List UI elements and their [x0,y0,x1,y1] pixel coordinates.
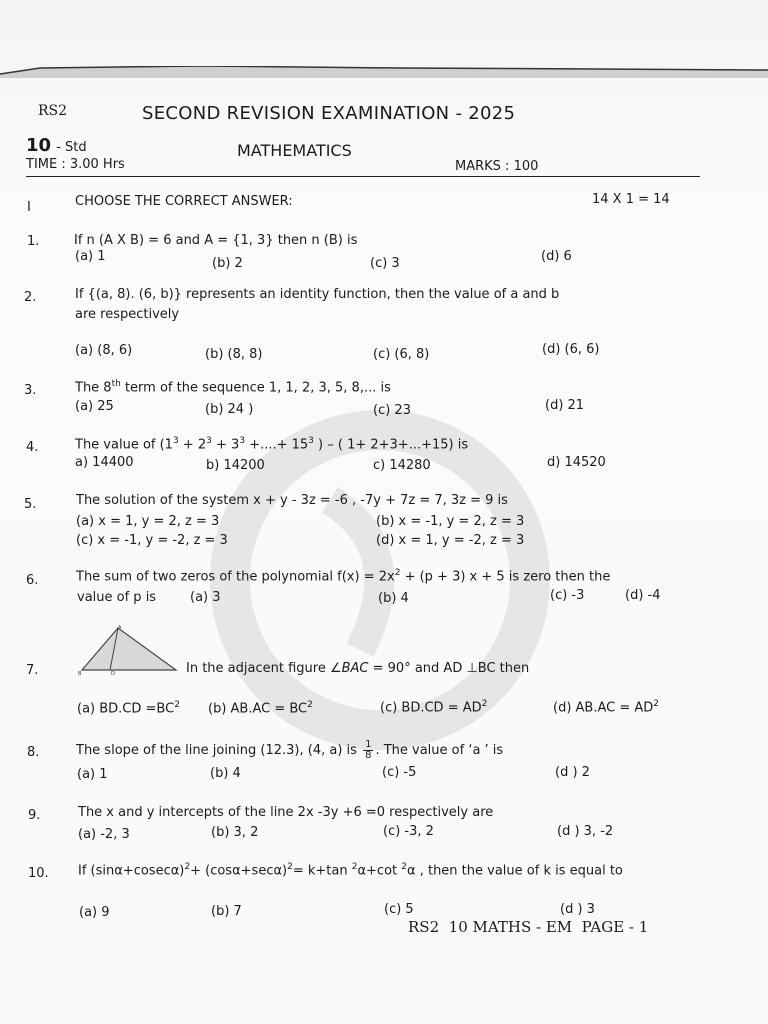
question-number: 2. [24,290,37,305]
option-a: (a) 25 [75,399,114,414]
question-text-continued: are respectively [75,307,180,322]
option-a: (a) 3 [190,590,221,605]
option-d-text: (d) AB.AC = AD [553,700,654,716]
question-number: 1. [27,234,40,249]
torn-top-edge [0,66,768,78]
std-suffix: - Std [56,140,87,155]
question-text: In the adjacent figure ∠BAC = 90° and AD ⊥BC then [186,661,530,676]
marks-label: MARKS : 100 [455,159,539,174]
section-title: CHOOSE THE CORRECT ANSWER: [75,194,293,209]
option-b: (b) 4 [210,766,241,781]
option-d: (d) 6 [541,249,572,264]
option-d: d) 14520 [547,455,606,470]
option-b: (b) 7 [211,904,242,919]
svg-text:B: B [78,671,82,676]
option-a: a) 14400 [75,455,134,470]
question-text: The x and y intercepts of the line 2x -3y +6 =0 respectively are [78,805,494,820]
question-text: The value of ($1^3 + 2^3 + 3^3$ +....+ $15^3$ ) – ( 1+ 2+3+...+15) is [75,436,469,453]
option-b: (b) $AB.AC = BC^2$ [208,700,313,717]
question-number: 4. [26,440,39,455]
option-a: (a) (8, 6) [75,343,133,358]
question-text-continued: value of p is [77,590,157,605]
option-a: (a) 1 [77,767,108,782]
option-d: (d) (6, 6) [542,342,600,357]
option-c: (c) 3 [370,256,400,271]
option-b-text: (b) AB.AC = BC [208,701,308,717]
question-text: If {(a, 8). (6, b)} represents an identity function, then the value of a and b [75,287,560,302]
option-d: (d) $AB.AC = AD^2$ [553,699,660,716]
time-label: TIME : 3.00 Hrs [26,157,125,172]
page-footer: RS2 10 MATHS - EM PAGE - 1 [408,918,649,936]
exam-title: SECOND REVISION EXAMINATION - 2025 [142,103,516,124]
option-d: (d) -4 [625,588,661,603]
paper-code: RS2 [38,103,68,119]
option-a: (a) -2, 3 [78,827,130,842]
question-text: The slope of the line joining (12.3), (4, a) is $\frac{1}{8}$ . The value of ‘a ’ is [76,739,504,761]
fraction: $\frac{1}{8}$ [365,739,372,761]
option-c: (c) -3, 2 [383,824,434,839]
svg-text:A: A [118,625,122,631]
option-c: (c) 5 [384,902,414,917]
option-d: (d ) 3, -2 [557,824,614,839]
header-divider [26,176,700,177]
question-text: If n (A X B) = 6 and A = {1, 3} then n (B) is [74,233,358,248]
option-b: (b) 3, 2 [211,825,259,840]
section-marks: 14 X 1 = 14 [592,192,670,207]
triangle-figure [76,624,182,676]
question-number: 7. [26,663,39,678]
option-c: c) 14280 [373,458,431,473]
question-number: 6. [26,573,39,588]
option-c-text: (c) BD.CD = AD [380,700,482,716]
option-c: (c) $BD.CD = AD^2$ [380,699,488,716]
question-text: The 8th term of the sequence 1, 1, 2, 3, 5, 8,... is [75,379,391,396]
svg-text:D: D [111,671,115,676]
question-number: 5. [24,497,37,512]
option-b: (b) (8, 8) [205,347,263,362]
section-number: I [27,200,31,215]
option-d: (d ) 2 [555,765,590,780]
question-text: The sum of two zeros of the polynomial $f(x) = 2x^2 + (p + 3) x + 5$ is zero then the [76,568,611,585]
question-number: 9. [28,808,41,823]
option-a: (a) 9 [79,905,110,920]
question-text: If $(\sin\alpha+cosec\alpha)^2+ (\cos\alpha+\sec\alpha)^2= k+\tan$ $^2$α+cot $^2$α , then the value of k is equal to [78,862,623,879]
question-text: The solution of the system x + y - 3z = -6 , -7y + 7z = 7, 3z = 9 is [76,493,508,508]
question-number: 8. [27,745,40,760]
option-c: (c) 23 [373,403,411,418]
option-b: (b) 24 ) [205,402,254,417]
option-c: (c) -3 [550,588,585,603]
option-a: (a) $BD.CD =BC^2$ [77,700,180,717]
option-d: (d ) 3 [560,902,595,917]
question-number: 10. [28,866,49,881]
option-b: (b) x = -1, y = 2, z = 3 [376,514,525,529]
option-c: (c) -5 [382,765,417,780]
question-number: 3. [24,383,37,398]
option-d: (d) x = 1, y = -2, z = 3 [376,533,525,548]
option-b: b) 14200 [206,458,265,473]
subject-title: MATHEMATICS [237,141,352,160]
option-a: (a) 1 [75,249,106,264]
option-b: (b) 2 [212,256,243,271]
option-d: (d) 21 [545,398,585,413]
option-a-text: (a) BD.CD =BC [77,701,175,717]
option-b: (b) 4 [378,591,409,606]
option-c: (c) x = -1, y = -2, z = 3 [76,533,228,548]
option-a: (a) x = 1, y = 2, z = 3 [76,514,220,529]
std-label [26,135,87,156]
option-c: (c) (6, 8) [373,347,430,362]
std-number: 10 [26,135,52,156]
